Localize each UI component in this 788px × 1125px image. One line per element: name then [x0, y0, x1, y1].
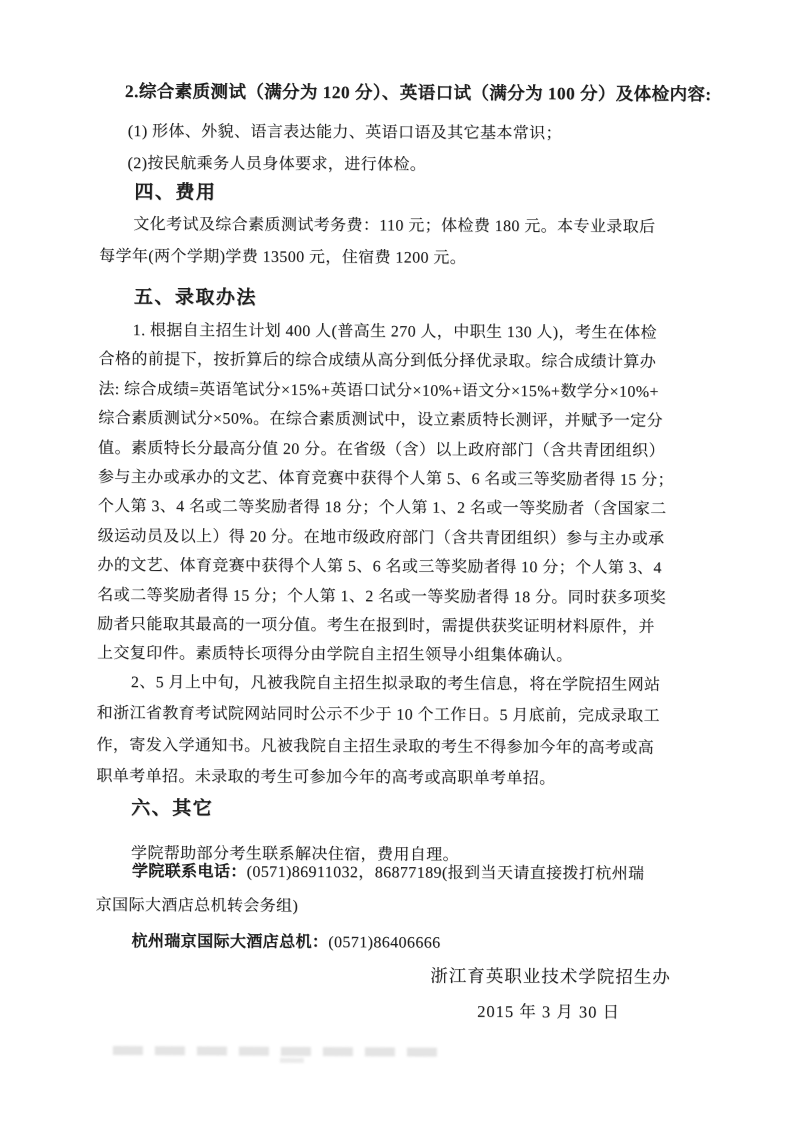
section-heading: 四、费用 [134, 182, 217, 204]
document-line: 和浙江省教育考试院网站同时公示不少于 10 个工作日。5 月底前，完成录取工 [96, 705, 660, 726]
document-line: 学院帮助部分考生联系解决住宿，费用自理。 [130, 845, 460, 864]
section5-paragraph-1 [97, 316, 699, 672]
document-line: 法: 综合成绩=英语笔试分×15%+英语口试分×10%+语文分×15%+数学分×10%+ [98, 380, 659, 401]
document-line: 1. 根据自主招生计划 400 人(普高生 270 人，中职生 130 人)，考生在体检 [132, 322, 657, 342]
document-line: 2、5 月上中旬，凡被我院自主招生拟录取的考生信息，将在学院招生网站 [130, 674, 661, 694]
document-line: 励者只能取其最高的一项分值。考生在报到时，需提供获奖证明材料原件，并 [97, 615, 655, 636]
document-line: 个人第 3、4 名或二等奖励者得 18 分；个人第 1、2 名或一等奖励者（含国家二 [97, 498, 667, 519]
section4-fees-heading [99, 182, 699, 208]
phone-label: 学院联系电话： [131, 863, 247, 881]
section6-other-heading [96, 798, 696, 824]
hotel-number: (0571)86406666 [328, 934, 441, 952]
section5-admission-heading [99, 287, 699, 313]
date-line [477, 998, 677, 1023]
document-line: 上交复印件。素质特长项得分由学院自主招生领导小组集体确认。 [96, 645, 573, 665]
document-line: (1) 形体、外貌、语言表达能力、英语口语及其它基本常识； [127, 123, 563, 143]
document-line: 参与主办或承办的文艺、体育竞赛中获得个人第 5、6 名或三等奖励者得 15 分； [97, 468, 674, 489]
document-line [95, 928, 695, 954]
document-line: 每学年(两个学期)学费 13500 元，住宿费 1200 元。 [99, 247, 467, 267]
document-line: 办的文艺、体育竞赛中获得个人第 5、6 名或三等奖励者得 10 分；个人第 3、4 [97, 557, 662, 578]
item2-subitem-1 [100, 118, 700, 144]
section-heading: 六、其它 [131, 798, 214, 820]
phone-numbers: (0571)86911032，86877189(报到当天请直接拨打杭州瑞 [246, 863, 645, 883]
document-line: 合格的前提下，按折算后的综合成绩从高分到低分择优录取。综合成绩计算办 [98, 351, 657, 372]
section6-hotel-line [95, 928, 695, 954]
section6-phone-lines [96, 855, 696, 926]
item2-subitem-2 [100, 150, 700, 176]
document-line: 值。素质特长分最高分值 20 分。在省级（含）以上政府部门（含共青团组织） [98, 439, 665, 460]
signature-line [430, 963, 690, 989]
document-line: 浙江育英职业技术学院招生办 [430, 965, 671, 987]
document-line [96, 855, 696, 892]
document-line: 职单考单招。未录取的考生可参加今年的高考或高职单考单招。 [96, 767, 556, 788]
document-line: 名或二等奖励者得 15 分；个人第 1、2 名或一等奖励者得 18 分。同时获多项奖 [97, 586, 667, 607]
document-line: 级运动员及以上）得 20 分。在地市级政府部门（含共青团组织）参与主办或承 [97, 527, 665, 548]
document-line: 2015 年 3 月 30 日 [477, 1001, 621, 1022]
document-line: 文化考试及综合素质测试考务费：110 元；体检费 180 元。本专业录取后 [133, 216, 656, 236]
document-line: 综合素质测试分×50%。在综合素质测试中，设立素质特长测评，并赋予一定分 [98, 410, 664, 431]
document-body [95, 0, 712, 1125]
section-heading: 五、录取办法 [133, 287, 257, 309]
document-line: 2.综合素质测试（满分为 120 分）、英语口试（满分为 100 分）及体检内容: [124, 81, 712, 105]
document-line: 京国际大酒店总机转会务组) [95, 896, 299, 915]
section4-fees-paragraph [99, 209, 699, 276]
item2-exam-content-line [100, 78, 712, 106]
document-line: 作，寄发入学通知书。凡被我院自主招生录取的考生不得参加今年的高考或高 [96, 736, 655, 757]
hotel-label: 杭州瑞京国际大酒店总机： [131, 933, 329, 952]
section5-paragraph-2 [96, 667, 697, 795]
document-line: (2)按民航乘务人员身体要求，进行体检。 [127, 155, 427, 174]
